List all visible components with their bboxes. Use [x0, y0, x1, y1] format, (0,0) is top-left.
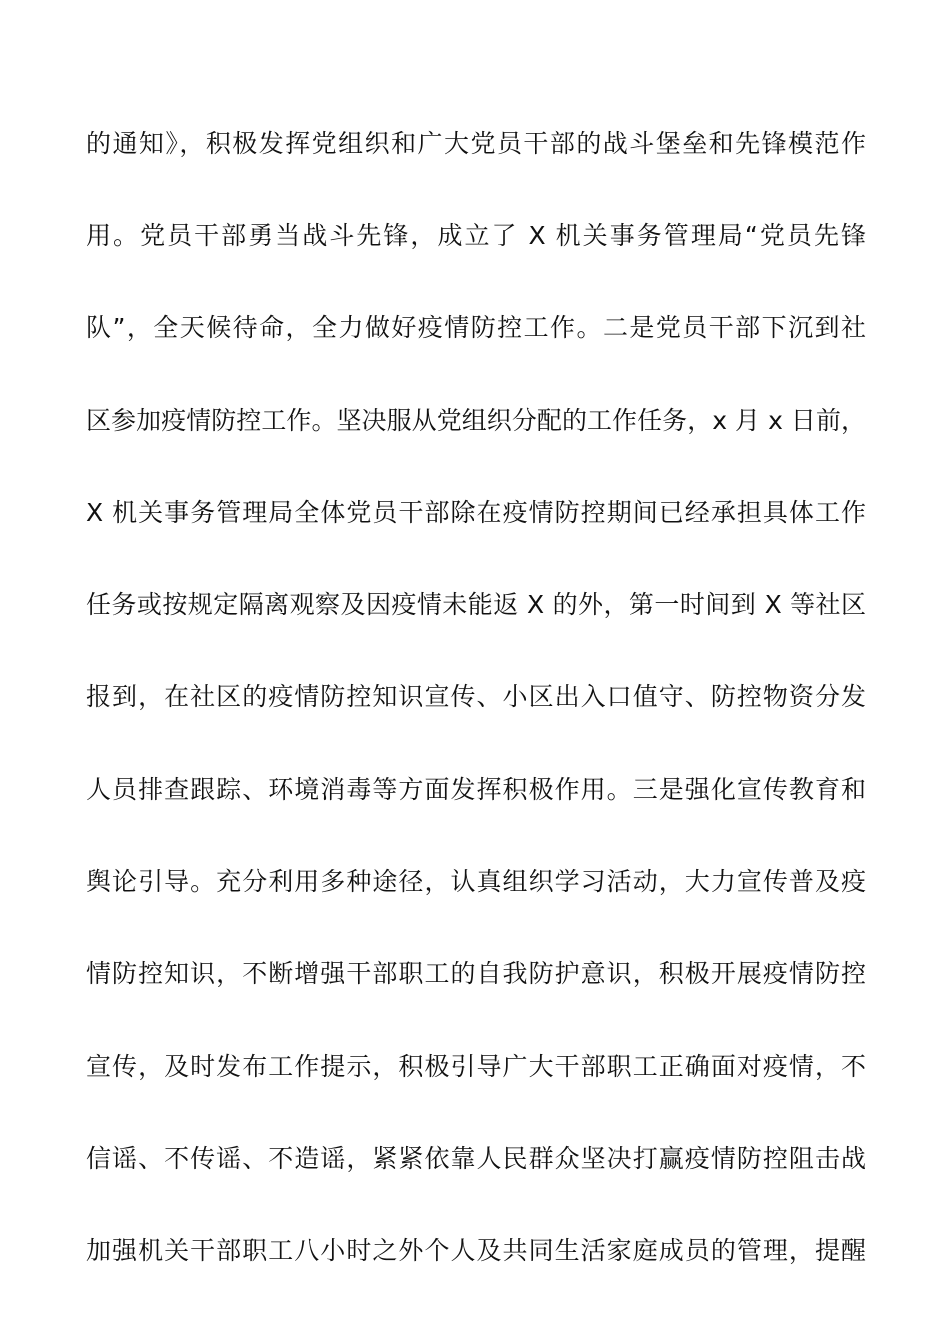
text-line-8: 人员排查跟踪、环境消毒等方面发挥积极作用。三是强化宣传教育和 — [86, 775, 866, 804]
text-line-1: 的通知》，积极发挥党组织和广大党员干部的战斗堡垒和先锋模范作 — [86, 129, 866, 158]
text-line-11: 宣传，及时发布工作提示，积极引导广大干部职工正确面对疫情，不 — [86, 1052, 866, 1081]
text-line-5: X 机关事务管理局全体党员干部除在疫情防控期间已经承担具体工作 — [86, 498, 866, 527]
text-line-6: 任务或按规定隔离观察及因疫情未能返 X 的外，第一时间到 X 等社区 — [86, 590, 866, 619]
text-line-13: 加强机关干部职工八小时之外个人及共同生活家庭成员的管理，提醒 — [86, 1236, 866, 1265]
text-line-4: 区参加疫情防控工作。坚决服从党组织分配的工作任务，x 月 x 日前， — [86, 406, 866, 435]
text-line-2: 用。党员干部勇当战斗先锋，成立了 X 机关事务管理局“党员先锋 — [86, 221, 866, 250]
text-line-9: 舆论引导。充分利用多种途径，认真组织学习活动，大力宣传普及疫 — [86, 867, 866, 896]
text-line-7: 报到，在社区的疫情防控知识宣传、小区出入口值守、防控物资分发 — [86, 682, 866, 711]
text-line-10: 情防控知识，不断增强干部职工的自我防护意识，积极开展疫情防控 — [86, 959, 866, 988]
text-line-12: 信谣、不传谣、不造谣，紧紧依靠人民群众坚决打赢疫情防控阻击战 — [86, 1144, 866, 1173]
text-line-3: 队”，全天候待命，全力做好疫情防控工作。二是党员干部下沉到社 — [86, 313, 866, 342]
